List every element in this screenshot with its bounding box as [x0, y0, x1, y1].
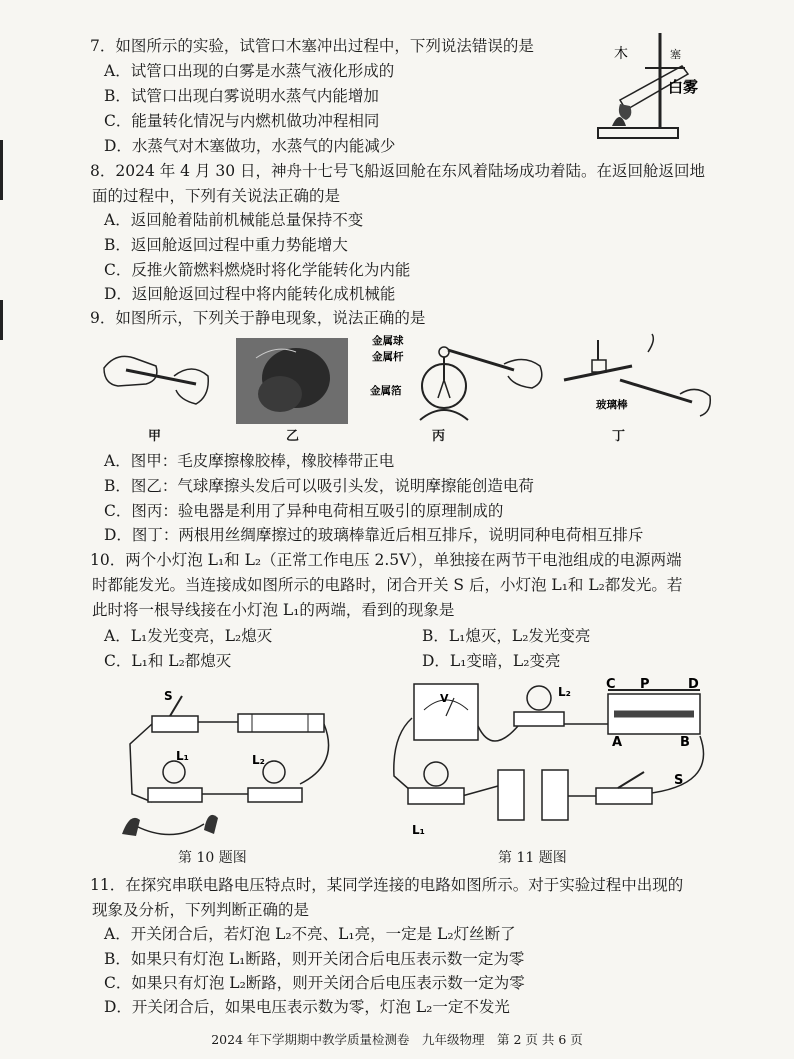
q11-option-c[interactable]: C．如果只有灯泡 L₂断路，则开关闭合后电压表示数一定为零	[104, 974, 525, 992]
q8-option-d[interactable]: D．返回舱返回过程中将内能转化成机械能	[104, 285, 396, 303]
q11-option-b[interactable]: B．如果只有灯泡 L₁断路，则开关闭合后电压表示数一定为零	[104, 950, 525, 968]
q9-figure-yi-photo	[236, 338, 348, 424]
q11-circuit-figure	[382, 676, 726, 846]
q9-caption-bing: 丙	[432, 429, 446, 444]
q11-label-d: D	[688, 677, 699, 692]
q11-label-a: A	[612, 735, 623, 750]
q7-figure-test-tube	[590, 28, 710, 146]
q9-option-d[interactable]: D．图丁：两根用丝绸摩擦过的玻璃棒靠近后相互排斥，说明同种电荷相互排斥	[104, 526, 644, 544]
q10-stem-line3: 此时将一根导线接在小灯泡 L₁的两端，看到的现象是	[92, 601, 455, 619]
q9-caption-ding: 丁	[612, 429, 626, 444]
q9-stem: 9．如图所示，下列关于静电现象，说法正确的是	[90, 309, 426, 327]
q11-option-d[interactable]: D．开关闭合后，如果电压表示数为零，灯泡 L₂一定不发光	[104, 998, 510, 1016]
q9-label-metal-ball: 金属球	[372, 335, 404, 347]
q7-option-b[interactable]: B．试管口出现白雾说明水蒸气内能增加	[104, 87, 379, 105]
q10-option-b[interactable]: B．L₁熄灭，L₂发光变亮	[422, 627, 591, 645]
q8-option-b[interactable]: B．返回舱返回过程中重力势能增大	[104, 236, 348, 254]
q10-option-d[interactable]: D．L₁变暗，L₂变亮	[422, 652, 561, 670]
q9-figure-jia	[96, 340, 214, 422]
q9-figure-bing-electroscope	[368, 330, 558, 424]
q8-option-a[interactable]: A．返回舱着陆前机械能总量保持不变	[104, 211, 364, 229]
q10-label-l2: L₂	[252, 753, 265, 767]
q11-label-l2: L₂	[558, 685, 571, 699]
q11-figure-caption: 第 11 题图	[498, 850, 567, 866]
q7-option-c[interactable]: C．能量转化情况与内燃机做功冲程相同	[104, 112, 380, 130]
q11-stem-line2: 现象及分析，下列判断正确的是	[92, 901, 310, 919]
q7-label-white-mist: 白雾	[668, 78, 699, 96]
q9-label-metal-rod: 金属杆	[372, 351, 404, 363]
q7-label-sai: 塞	[670, 48, 681, 61]
q11-label-s: S	[674, 773, 684, 788]
q10-figure-caption: 第 10 题图	[178, 850, 247, 866]
q10-stem-line2: 时都能发光。当连接成如图所示的电路时，闭合开关 S 后，小灯泡 L₁和 L₂都发光。若	[92, 576, 683, 594]
page-footer: 2024 年下学期期中教学质量检测卷 九年级物理 第 2 页 共 6 页	[211, 1032, 583, 1047]
q9-figure-ding	[562, 330, 722, 422]
scan-edge-mark	[0, 140, 3, 200]
q11-label-voltmeter: V	[440, 692, 449, 705]
q9-option-a[interactable]: A．图甲：毛皮摩擦橡胶棒，橡胶棒带正电	[104, 452, 395, 470]
q8-stem-line2: 面的过程中，下列有关说法正确的是	[92, 187, 341, 205]
q9-label-glass-rod: 玻璃棒	[596, 399, 628, 411]
q7-stem: 7．如图所示的实验，试管口木塞冲出过程中，下列说法错误的是	[90, 37, 534, 55]
q9-option-c[interactable]: C．图丙：验电器是利用了异种电荷相互吸引的原理制成的	[104, 502, 504, 520]
q10-label-switch: S	[164, 689, 173, 703]
q10-option-c[interactable]: C．L₁和 L₂都熄灭	[104, 652, 232, 670]
q9-caption-jia: 甲	[148, 429, 162, 444]
q9-label-metal-foil: 金属箔	[370, 385, 402, 397]
scan-edge-mark	[0, 300, 3, 340]
q10-label-l1: L₁	[176, 749, 189, 763]
q11-label-b: B	[680, 735, 690, 750]
q7-label-mu: 木	[614, 46, 628, 62]
q7-option-d[interactable]: D．水蒸气对木塞做功，水蒸气的内能减少	[104, 137, 396, 155]
q11-label-p: P	[640, 677, 650, 692]
q11-label-c: C	[606, 677, 616, 692]
q10-stem-line1: 10．两个小灯泡 L₁和 L₂（正常工作电压 2.5V），单独接在两节干电池组成的电源两端	[90, 551, 682, 569]
q10-circuit-figure	[112, 684, 342, 846]
q8-option-c[interactable]: C．反推火箭燃料燃烧时将化学能转化为内能	[104, 261, 411, 279]
q11-option-a[interactable]: A．开关闭合后，若灯泡 L₂不亮、L₁亮，一定是 L₂灯丝断了	[104, 925, 516, 943]
q10-option-a[interactable]: A．L₁发光变亮，L₂熄灭	[104, 627, 273, 645]
q8-stem-line1: 8．2024 年 4 月 30 日，神舟十七号飞船返回舱在东风着陆场成功着陆。在返回舱返回地	[90, 162, 706, 180]
q7-option-a[interactable]: A．试管口出现的白雾是水蒸气液化形成的	[104, 62, 395, 80]
q11-stem-line1: 11．在探究串联电路电压特点时，某同学连接的电路如图所示。对于实验过程中出现的	[90, 876, 684, 894]
q9-option-b[interactable]: B．图乙：气球摩擦头发后可以吸引头发，说明摩擦能创造电荷	[104, 477, 534, 495]
q11-label-l1: L₁	[412, 823, 425, 837]
q9-caption-yi: 乙	[286, 429, 300, 444]
